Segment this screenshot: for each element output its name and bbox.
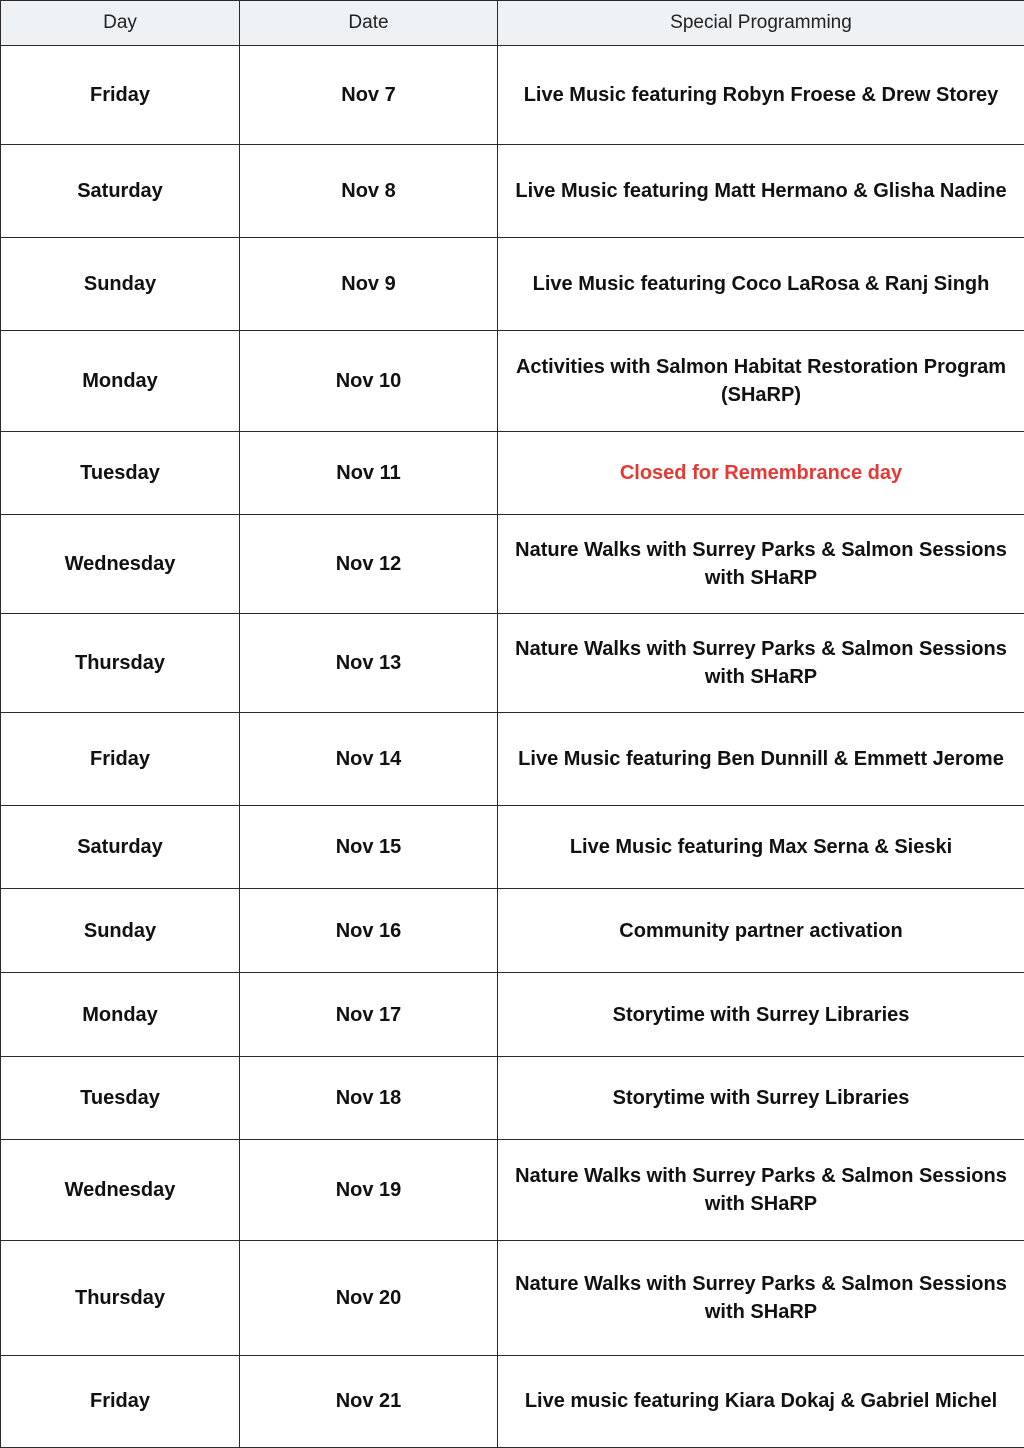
program-cell: Live Music featuring Matt Hermano & Glisha Nadine	[498, 145, 1024, 238]
program-cell: Nature Walks with Surrey Parks & Salmon Sessions with SHaRP	[498, 1240, 1024, 1355]
header-row	[1, 1, 1024, 46]
day-cell: Friday	[1, 1355, 240, 1447]
program-cell: Storytime with Surrey Libraries	[498, 1057, 1024, 1140]
day-cell: Saturday	[1, 145, 240, 238]
program-cell: Live Music featuring Robyn Froese & Drew Storey	[498, 46, 1024, 145]
program-cell: Live music featuring Kiara Dokaj & Gabriel Michel	[498, 1355, 1024, 1447]
header-day: Day	[1, 1, 240, 46]
header-date: Date	[240, 1, 498, 46]
program-cell: Activities with Salmon Habitat Restoration Program (SHaRP)	[498, 331, 1024, 431]
day-cell: Friday	[1, 712, 240, 805]
table-row	[1, 1140, 1024, 1240]
table-row	[1, 806, 1024, 889]
day-cell: Thursday	[1, 1240, 240, 1355]
program-cell: Nature Walks with Surrey Parks & Salmon Sessions with SHaRP	[498, 613, 1024, 712]
day-cell: Monday	[1, 973, 240, 1057]
program-cell: Nature Walks with Surrey Parks & Salmon Sessions with SHaRP	[498, 1140, 1024, 1240]
program-cell: Nature Walks with Surrey Parks & Salmon Sessions with SHaRP	[498, 514, 1024, 613]
date-cell: Nov 9	[240, 238, 498, 331]
table-row	[1, 331, 1024, 431]
date-cell: Nov 11	[240, 431, 498, 514]
date-cell: Nov 14	[240, 712, 498, 805]
table-row	[1, 1057, 1024, 1140]
table-row	[1, 613, 1024, 712]
date-cell: Nov 16	[240, 889, 498, 973]
day-cell: Tuesday	[1, 431, 240, 514]
day-cell: Monday	[1, 331, 240, 431]
table-row	[1, 1355, 1024, 1447]
program-cell: Live Music featuring Ben Dunnill & Emmett Jerome	[498, 712, 1024, 805]
day-cell: Wednesday	[1, 1140, 240, 1240]
program-cell-closed: Closed for Remembrance day	[498, 431, 1024, 514]
day-cell: Sunday	[1, 238, 240, 331]
header-special-programming: Special Programming	[498, 1, 1024, 46]
day-cell: Tuesday	[1, 1057, 240, 1140]
day-cell: Friday	[1, 46, 240, 145]
day-cell: Sunday	[1, 889, 240, 973]
schedule-body	[1, 46, 1024, 1448]
date-cell: Nov 18	[240, 1057, 498, 1140]
table-row	[1, 238, 1024, 331]
date-cell: Nov 21	[240, 1355, 498, 1447]
day-cell: Wednesday	[1, 514, 240, 613]
table-row	[1, 973, 1024, 1057]
date-cell: Nov 10	[240, 331, 498, 431]
day-cell: Saturday	[1, 806, 240, 889]
table-row	[1, 431, 1024, 514]
table-row	[1, 889, 1024, 973]
program-cell: Live Music featuring Max Serna & Sieski	[498, 806, 1024, 889]
date-cell: Nov 17	[240, 973, 498, 1057]
date-cell: Nov 8	[240, 145, 498, 238]
table-row	[1, 1240, 1024, 1355]
table-row	[1, 46, 1024, 145]
table-row	[1, 145, 1024, 238]
date-cell: Nov 15	[240, 806, 498, 889]
date-cell: Nov 19	[240, 1140, 498, 1240]
date-cell: Nov 12	[240, 514, 498, 613]
program-cell: Live Music featuring Coco LaRosa & Ranj Singh	[498, 238, 1024, 331]
date-cell: Nov 20	[240, 1240, 498, 1355]
program-cell: Storytime with Surrey Libraries	[498, 973, 1024, 1057]
table-row	[1, 514, 1024, 613]
date-cell: Nov 7	[240, 46, 498, 145]
table-row	[1, 712, 1024, 805]
date-cell: Nov 13	[240, 613, 498, 712]
day-cell: Thursday	[1, 613, 240, 712]
program-cell: Community partner activation	[498, 889, 1024, 973]
